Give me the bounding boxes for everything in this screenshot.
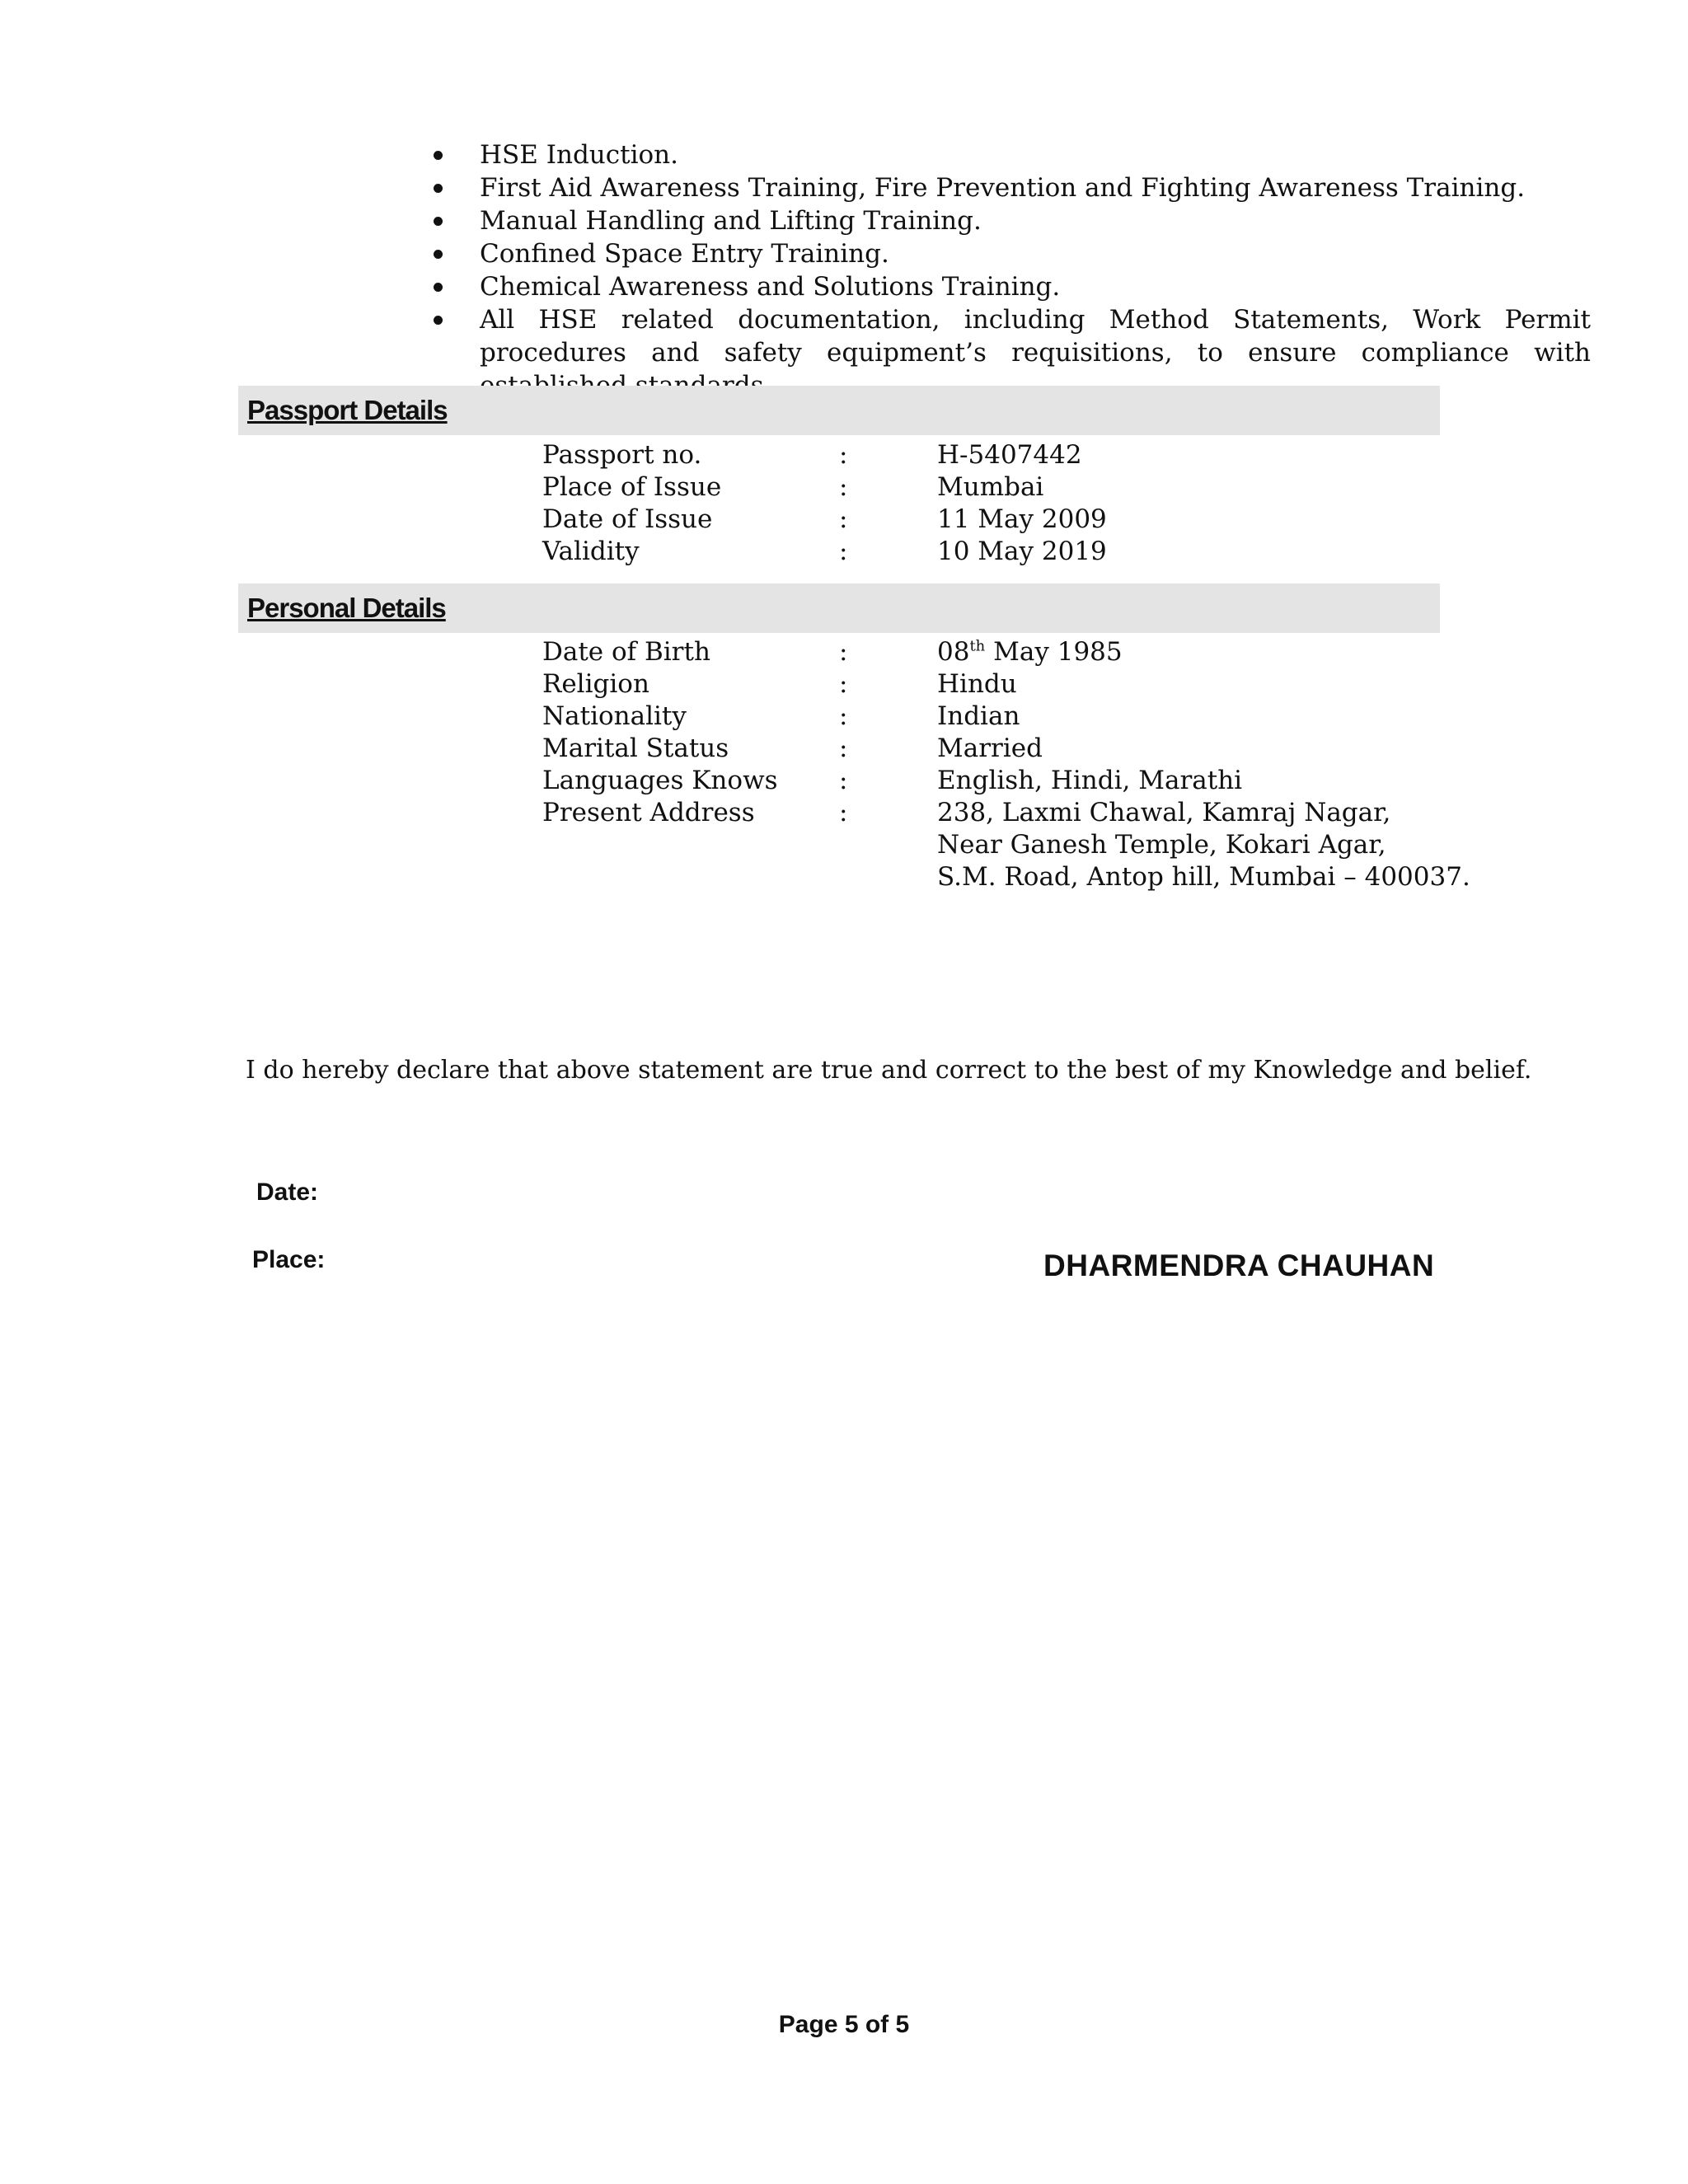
field-value	[937, 636, 1123, 668]
declaration-text: I do hereby declare that above statement are true and correct to the best of my Knowledge and belief.	[246, 1056, 1532, 1085]
field-label: Date of Issue	[542, 504, 713, 534]
separator: :	[839, 637, 848, 667]
field-value: English, Hindi, Marathi	[937, 766, 1243, 795]
date-label: Date:	[256, 1179, 319, 1206]
separator: :	[839, 701, 848, 731]
field-value: Married	[937, 733, 1043, 763]
separator: :	[839, 798, 848, 827]
separator: :	[839, 669, 848, 699]
separator: :	[839, 733, 848, 763]
list-item: All HSE related documentation, including Method Statements, Work Permit procedures and safety equipment’s requisitions, to ensure compliance with	[420, 303, 1591, 402]
field-label: Validity	[542, 537, 640, 566]
field-label: Religion	[542, 669, 649, 699]
separator: :	[839, 504, 848, 534]
separator: :	[839, 440, 848, 470]
dob-month-year: May 1985	[985, 637, 1123, 667]
hse-training-list	[420, 138, 1591, 402]
field-label: Languages Knows	[542, 766, 778, 795]
field-value: 10 May 2019	[937, 537, 1107, 566]
dob-ordinal-suffix: th	[969, 637, 986, 655]
field-value: Indian	[937, 701, 1020, 731]
page-number: Page 5 of 5	[778, 2011, 910, 2038]
list-item: Confined Space Entry Training.	[420, 237, 1591, 270]
signature-name: DHARMENDRA CHAUHAN	[1043, 1249, 1435, 1282]
field-value: 11 May 2009	[937, 504, 1107, 534]
field-label: Date of Birth	[542, 637, 710, 667]
section-title: Passport Details	[247, 395, 448, 425]
field-value: Hindu	[937, 669, 1017, 699]
field-label: Nationality	[542, 701, 687, 731]
personal-details-header	[238, 583, 1440, 633]
address-line: 238, Laxmi Chawal, Kamraj Nagar,	[937, 798, 1391, 827]
place-label: Place:	[252, 1246, 326, 1273]
address-line: S.M. Road, Antop hill, Mumbai – 400037.	[937, 862, 1470, 892]
separator: :	[839, 537, 848, 566]
list-item: Chemical Awareness and Solutions Training.	[420, 270, 1591, 303]
field-label: Passport no.	[542, 440, 702, 470]
dob-day: 08	[937, 637, 970, 667]
section-title: Personal Details	[247, 593, 446, 623]
field-label: Marital Status	[542, 733, 729, 763]
address-line: Near Ganesh Temple, Kokari Agar,	[937, 830, 1386, 860]
field-value: Mumbai	[937, 472, 1044, 502]
field-label: Present Address	[542, 798, 755, 827]
field-label: Place of Issue	[542, 472, 722, 502]
list-item: HSE Induction.	[420, 138, 1591, 171]
separator: :	[839, 472, 848, 502]
separator: :	[839, 766, 848, 795]
passport-details-header	[238, 386, 1440, 435]
list-item: First Aid Awareness Training, Fire Prevention and Fighting Awareness Training.	[420, 171, 1591, 204]
field-value: H-5407442	[937, 440, 1082, 470]
list-item: Manual Handling and Lifting Training.	[420, 204, 1591, 237]
